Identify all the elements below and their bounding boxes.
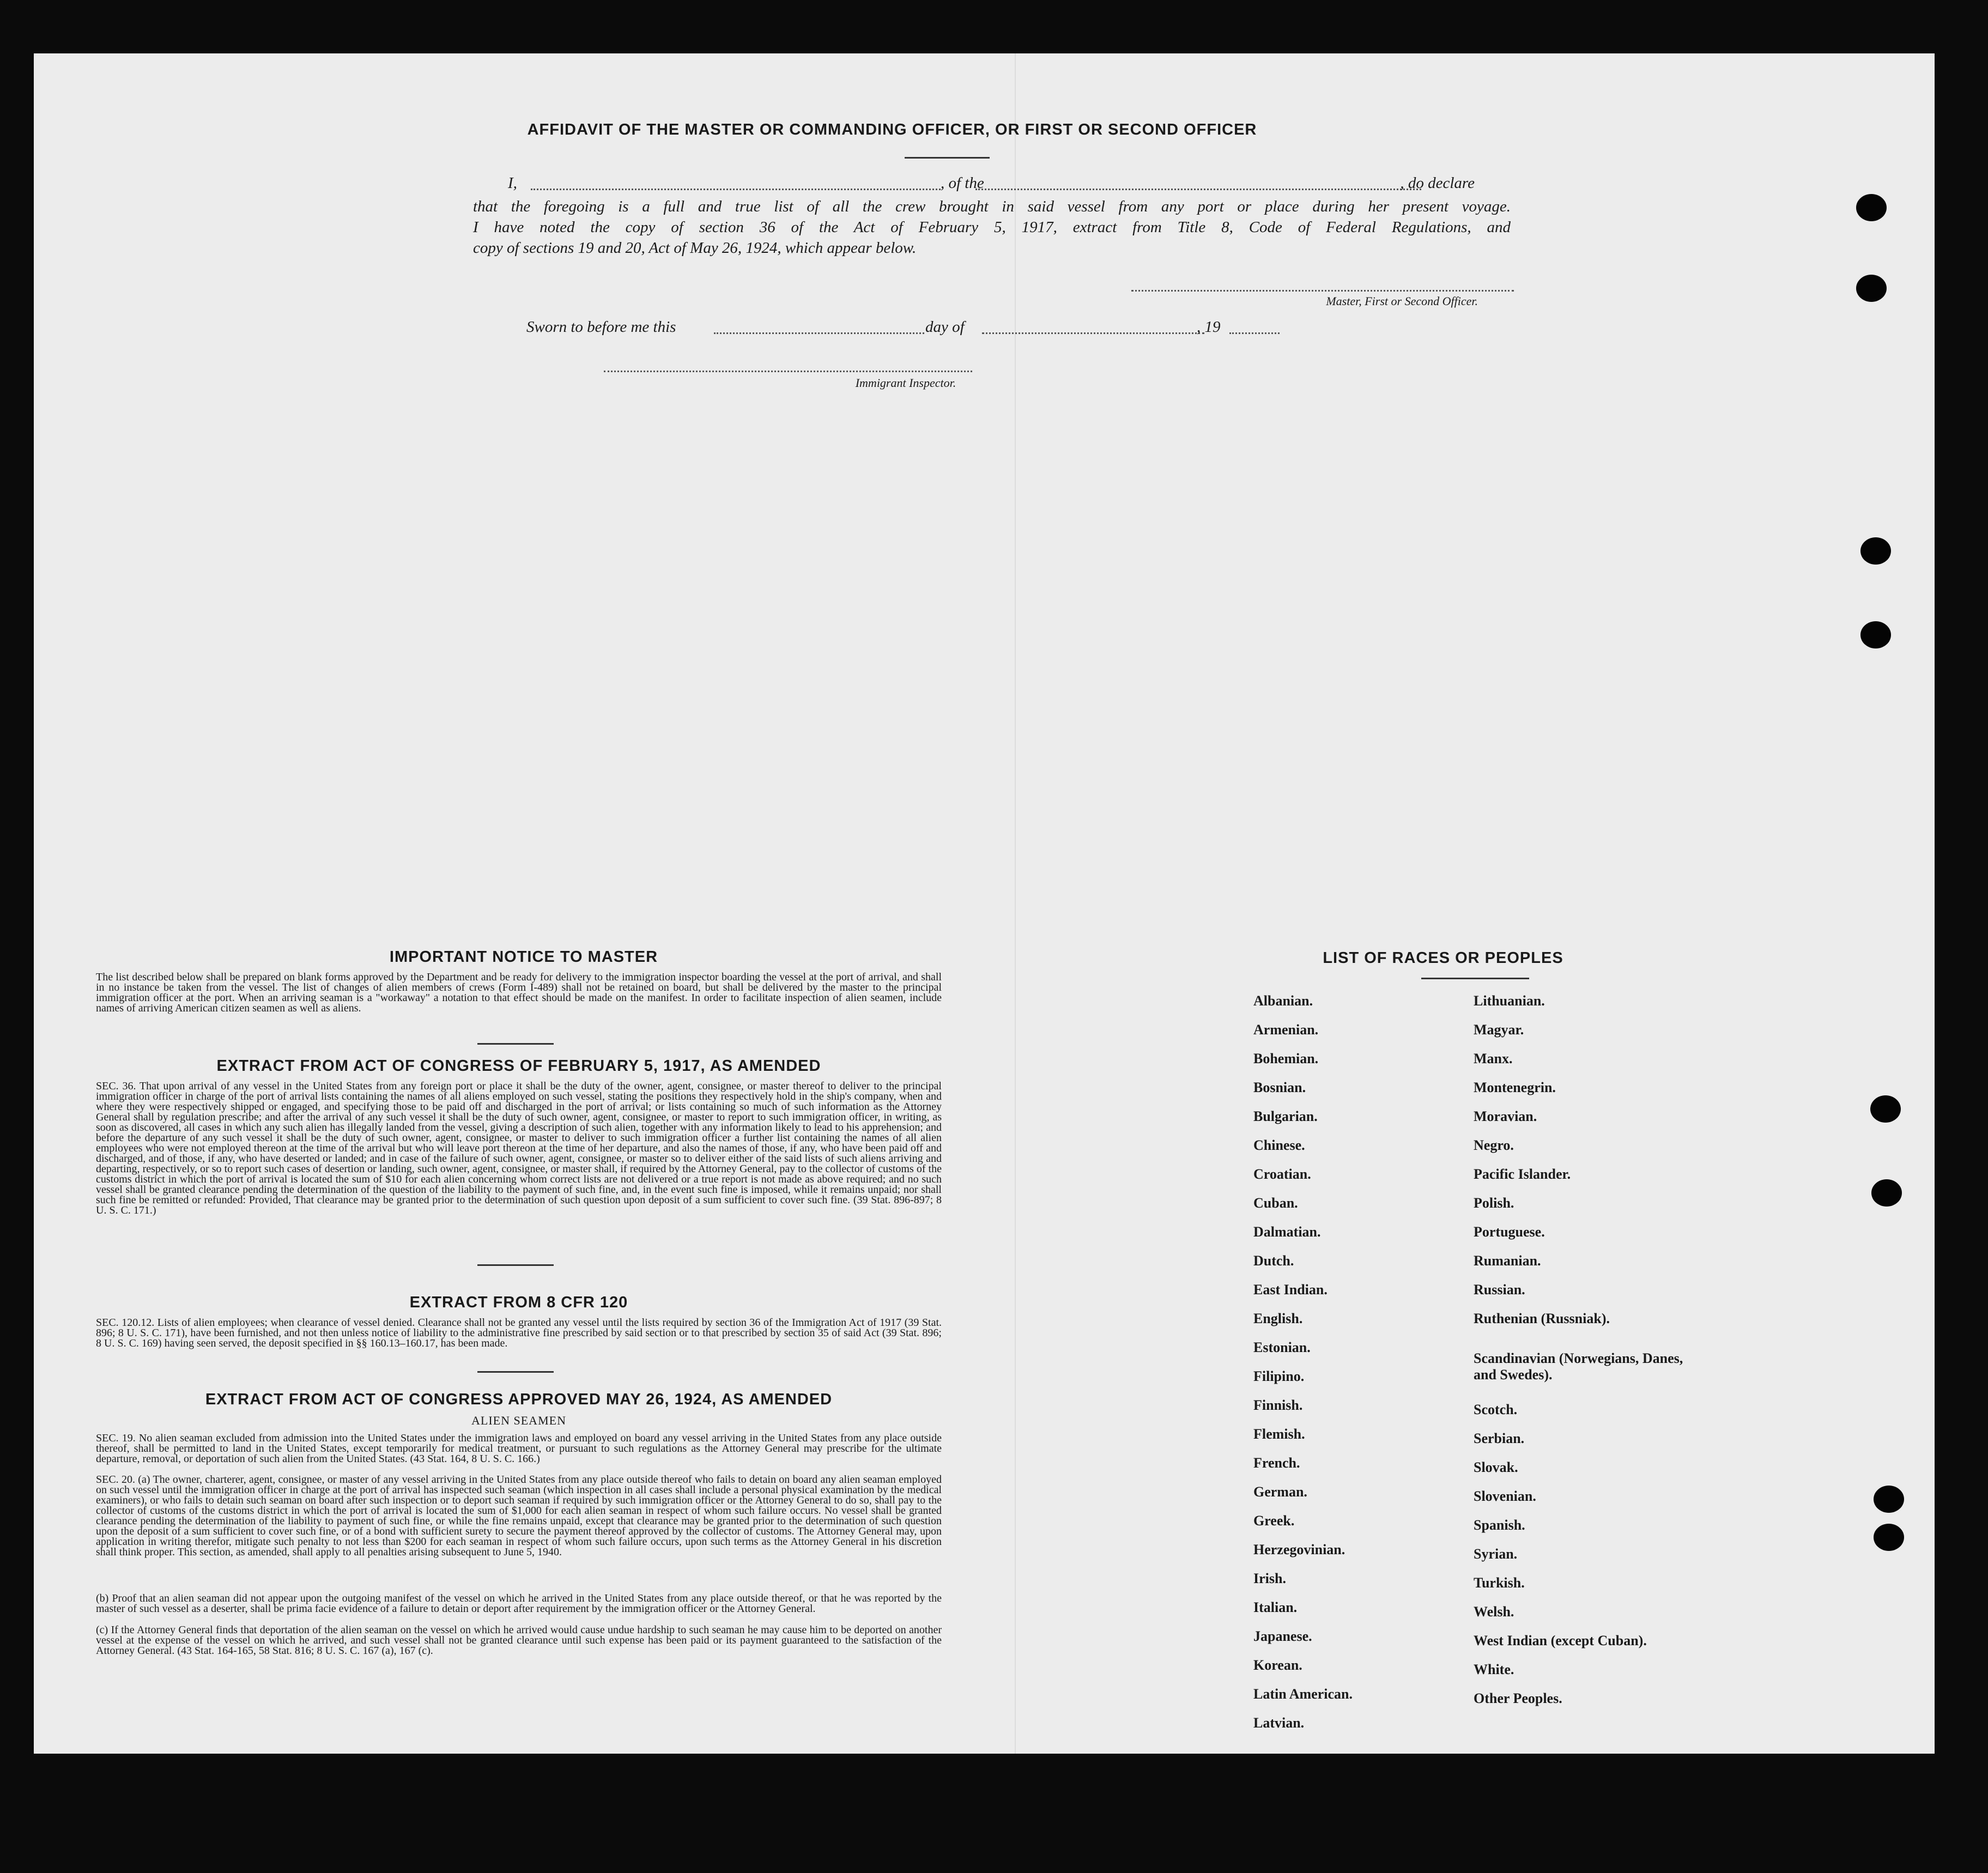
race-item: Armenian. <box>1253 1022 1319 1038</box>
binder-hole <box>1860 621 1891 648</box>
races-title: LIST OF RACES OR PEOPLES <box>1323 949 1563 967</box>
form-page <box>34 53 1935 1754</box>
binder-hole <box>1874 1486 1904 1513</box>
race-item: German. <box>1253 1484 1307 1500</box>
race-item: Croatian. <box>1253 1166 1311 1182</box>
race-item: Filipino. <box>1253 1368 1305 1384</box>
race-item: Albanian. <box>1253 993 1313 1009</box>
race-item: Montenegrin. <box>1474 1080 1556 1095</box>
sec-20a-text: SEC. 20. (a) The owner, charterer, agent, consignee, or master of any vessel arriving in the United States from any place outside thereof who fails to detain on board any alien seaman employed on such vessel until the immigration officer in charge at the port of arrival has inspected such seaman (which inspection in all cases shall include a personal physical examination by the medical examiners), or who fails to detain such seaman on board after such inspection or to deport such seaman if required by such immigration officer or the Attorney General to do so, shall pay to the collector of customs of the customs district in which the port of arrival is located the sum of $1,000 for each alien seaman in respect of whom such failure occurs. No vessel shall be granted clearance pending the determination of the liability to payment of such fine, or while the fine remains unpaid, except that clearance may be granted prior to the determination of such question upon the deposit of a sum sufficient to cover such fine, or of a bond with sufficient surety to secure the payment thereof approved by the collector of customs. The Attorney General may, upon application in writing therefor, mitigate such penalty to not less than $200 for each seaman in respect of whom such failure occurs, upon such terms as the Attorney General in his discretion shall think proper. This section, as amended, shall apply to all penalties arising subsequent to June 5, 1940. <box>96 1474 942 1558</box>
race-item: Negro. <box>1474 1137 1514 1153</box>
extract-1917-text: SEC. 36. That upon arrival of any vessel in the United States from any foreign port or place it shall be the duty of the owner, agent, consignee, or master thereof to deliver to the principal immigration officer in charge of the port of arrival lists containing the names of all aliens employed on such vessel, stating the positions they respectively hold in the ship's company, when and where they were respectively shipped or engaged, and specifying those to be paid off and discharged in the port of arrival; or lists containing so much of such information as the Attorney General shall by regulation prescribe; and after the arrival of any such vessel it shall be the duty of such owner, agent, consignee, or master to report to such immigration officer, in writing, as soon as discovered, all cases in which any such alien has illegally landed from the vessel, giving a description of such alien, together with any information likely to lead to his apprehension; and before the departure of any such vessel it shall be the duty of such owner, agent, consignee, or master to deliver to such immigration officer a further list containing the names of all alien employees who were not employed thereon at the time of the arrival but who will leave port thereon at the time of her departure, and also the names of those, if any, who have been paid off and discharged, and of those, if any, who have deserted or landed; and in case of the failure of such owner, agent, consignee, or master so to deliver either of the said lists of such aliens arriving and departing, respectively, or so to report such cases of desertion or landing, such owner, agent, consignee, or master shall, if required by the Attorney General, pay to the collector of customs of the customs district in which the port of arrival is located the sum of $10 for each alien concerning whom correct lists are not delivered or a true report is not made as above required; and no such vessel shall be granted clearance pending the determination of the question of the liability to the payment of such fine, and, in the event such fine is imposed, while it remains unpaid; nor shall such fine be remitted or refunded: Provided, That clearance may be granted prior to the determination of such question upon deposit of a sum sufficient to cover such fine. (39 Stat. 896-897; 8 U. S. C. 171.) <box>96 1080 942 1216</box>
race-item: Syrian. <box>1474 1546 1518 1562</box>
race-item: Spanish. <box>1474 1517 1525 1533</box>
race-item: Irish. <box>1253 1571 1286 1586</box>
notice-title: IMPORTANT NOTICE TO MASTER <box>389 948 658 966</box>
race-item: Estonian. <box>1253 1339 1311 1355</box>
sec-20b-text: (b) Proof that an alien seaman did not appear upon the outgoing manifest of the vessel on which he arrived in the United States from any place outside thereof, or that he was reported by the master of such vessel as a deserter, shall be prima facie evidence of a failure to detain or deport after requirement by the immigration officer or the Attorney General. <box>96 1592 942 1615</box>
race-item: Portuguese. <box>1474 1224 1545 1240</box>
race-item: Scotch. <box>1474 1402 1518 1417</box>
extract-cfr-title: EXTRACT FROM 8 CFR 120 <box>409 1294 628 1311</box>
master-caption: Master, First or Second Officer. <box>1326 294 1478 308</box>
binder-hole <box>1856 194 1887 221</box>
race-item: Dutch. <box>1253 1253 1294 1269</box>
race-item: Bohemian. <box>1253 1051 1319 1066</box>
affidavit-line-4: copy of sections 19 and 20, Act of May 26, 1924, which appear below. <box>473 239 917 257</box>
fold-line <box>1015 53 1016 1754</box>
master-signature-line <box>1131 290 1514 292</box>
race-item: Greek. <box>1253 1513 1295 1529</box>
affidavit-line-2: that the foregoing is a full and true list of all the crew brought in said vessel from any port or place during her present voyage. <box>473 198 1511 215</box>
race-item: White. <box>1474 1662 1514 1677</box>
race-item: Latvian. <box>1253 1715 1305 1731</box>
extract-cfr-text: SEC. 120.12. Lists of alien employees; when clearance of vessel denied. Clearance shall not be granted any vessel until the lists required by section 36 of the Immigration Act of 1917 (39 Stat. 896; 8 U. S. C. 171), have been furnished, and not then unless notice of liability to the administrative fine prescribed by said section or to that prescribed by section 35 of said Act (39 Stat. 896; 8 U. S. C. 169) having seen served, the deposit specified in §§ 160.13–160.17, has been made. <box>96 1317 942 1349</box>
race-item: Italian. <box>1253 1599 1298 1615</box>
inspector-signature-line <box>604 371 972 372</box>
sworn-text: Sworn to before me this <box>526 318 676 336</box>
binder-hole <box>1870 1095 1901 1123</box>
race-item: East Indian. <box>1253 1282 1328 1298</box>
affidavit-line-3: I have noted the copy of section 36 of the Act of February 5, 1917, extract from Title 8, Code of Federal Regulations, and <box>473 219 1511 236</box>
extract-1917-title: EXTRACT FROM ACT OF CONGRESS OF FEBRUARY 5, 1917, AS AMENDED <box>216 1057 821 1075</box>
race-item: Welsh. <box>1474 1604 1514 1620</box>
race-item: Rumanian. <box>1474 1253 1541 1269</box>
race-item: Dalmatian. <box>1253 1224 1321 1240</box>
year-prefix: , 19 <box>1197 318 1221 336</box>
race-item: Lithuanian. <box>1474 993 1545 1009</box>
race-item: Manx. <box>1474 1051 1513 1066</box>
race-item: Slovenian. <box>1474 1488 1536 1504</box>
race-item: Bulgarian. <box>1253 1108 1318 1124</box>
affidavit-of-the: , of the <box>941 174 984 192</box>
race-item: Korean. <box>1253 1657 1302 1673</box>
year-line <box>1229 332 1280 334</box>
races-rule <box>1421 978 1529 979</box>
sec-19-text: SEC. 19. No alien seaman excluded from admission into the United States under the immigration laws and employed on board any vessel arriving in the United States from any place outside thereof, shall be permitted to land in the United States, except temporarily for medical treatment, or pursuant to such regulations as the Attorney General may prescribe for the ultimate departure, removal, or deportation of such alien from the United States. (43 Stat. 164, 8 U. S. C. 166.) <box>96 1432 942 1465</box>
binder-hole <box>1874 1524 1904 1551</box>
binder-hole <box>1871 1179 1902 1207</box>
month-line <box>982 332 1204 334</box>
section-rule <box>477 1264 554 1266</box>
race-item: Other Peoples. <box>1474 1690 1562 1706</box>
section-rule <box>477 1371 554 1373</box>
race-item: Finnish. <box>1253 1397 1303 1413</box>
title-rule <box>905 157 990 159</box>
race-item: Russian. <box>1474 1282 1525 1298</box>
affidavit-do-declare: , do declare <box>1400 174 1475 192</box>
name-line <box>531 189 941 190</box>
day-of-text: day of <box>925 318 965 336</box>
race-item: Ruthenian (Russniak). <box>1474 1311 1610 1326</box>
race-item: Bosnian. <box>1253 1080 1306 1095</box>
race-item: Serbian. <box>1474 1430 1525 1446</box>
race-item: Turkish. <box>1474 1575 1525 1591</box>
binder-hole <box>1860 537 1891 565</box>
race-item: English. <box>1253 1311 1303 1326</box>
race-item: Polish. <box>1474 1195 1514 1211</box>
race-item: Slovak. <box>1474 1459 1518 1475</box>
race-item: Latin American. <box>1253 1686 1353 1702</box>
race-item: Magyar. <box>1474 1022 1524 1038</box>
race-item: West Indian (except Cuban). <box>1474 1633 1647 1648</box>
alien-seamen-subtitle: ALIEN SEAMEN <box>471 1414 566 1427</box>
section-rule <box>477 1043 554 1045</box>
vessel-line <box>975 189 1421 190</box>
race-item: Chinese. <box>1253 1137 1305 1153</box>
race-item-scandinavian: Scandinavian (Norwegians, Danes, and Swedes). <box>1474 1350 1683 1383</box>
sec-20c-text: (c) If the Attorney General finds that deportation of the alien seaman on the vessel on which he arrived would cause undue hardship to such seaman he may cause him to be deported on another vessel at the expense of the vessel on which he arrived, and such vessel shall not be granted clearance until such expense has been paid or its payment guaranteed to the satisfaction of the Attorney General. (43 Stat. 164-165, 58 Stat. 816; 8 U. S. C. 167 (a), 167 (c). <box>96 1624 942 1657</box>
race-item: Pacific Islander. <box>1474 1166 1571 1182</box>
affidavit-i: I, <box>508 174 517 192</box>
race-item: Cuban. <box>1253 1195 1298 1211</box>
inspector-caption: Immigrant Inspector. <box>855 376 956 390</box>
race-item: Japanese. <box>1253 1628 1312 1644</box>
race-item: French. <box>1253 1455 1300 1471</box>
race-item: Moravian. <box>1474 1108 1537 1124</box>
sworn-day-line <box>714 332 924 334</box>
extract-1924-title: EXTRACT FROM ACT OF CONGRESS APPROVED MAY 26, 1924, AS AMENDED <box>205 1391 833 1408</box>
race-item: Flemish. <box>1253 1426 1305 1442</box>
affidavit-title: AFFIDAVIT OF THE MASTER OR COMMANDING OFFICER, OR FIRST OR SECOND OFFICER <box>527 121 1257 138</box>
race-item: Herzegovinian. <box>1253 1542 1345 1557</box>
notice-text: The list described below shall be prepared on blank forms approved by the Department and be ready for delivery to the immigration inspector boarding the vessel at the port of arrival, and shall in no instance be taken from the vessel. The list of changes of alien members of crews (Form I-489) shall not be retained on board, but shall be delivered by the master to the principal immigration officer at the port. When an arriving seaman is a "workaway" a notation to that effect should be made on the manifest. In order to facilitate inspection of alien seamen, include names of arriving American citizen seamen as well as aliens. <box>96 971 942 1014</box>
binder-hole <box>1856 275 1887 302</box>
